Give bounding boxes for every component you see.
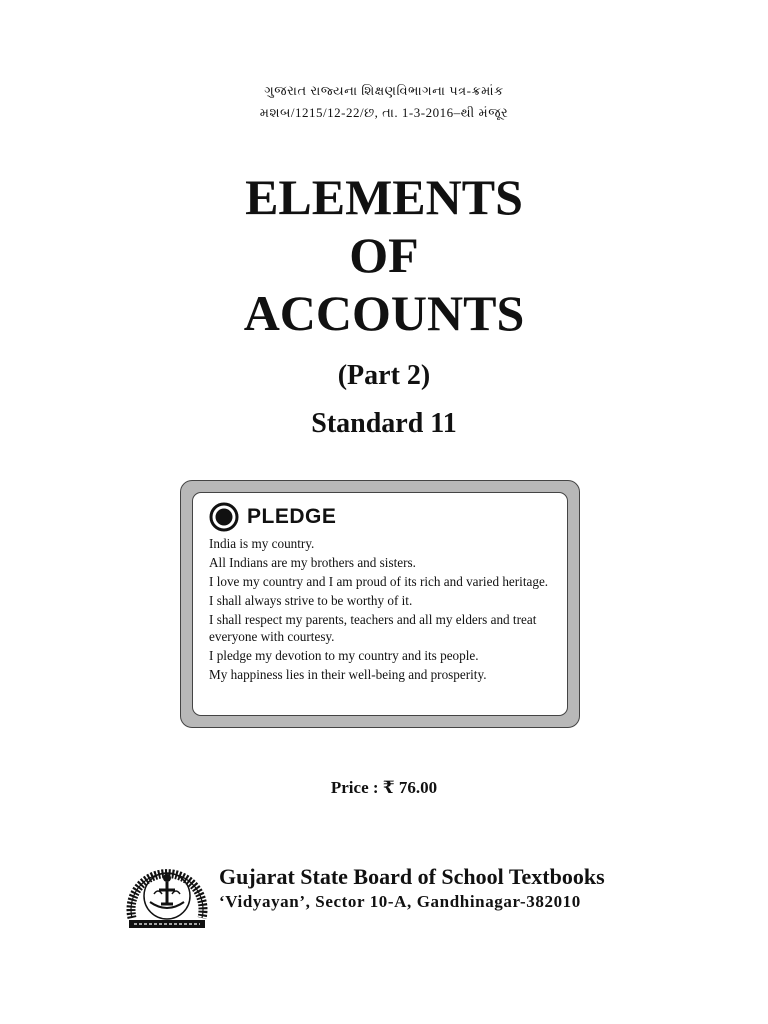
pledge-box [180, 480, 580, 728]
pledge-line: My happiness lies in their well-being and prosperity. [209, 667, 487, 682]
pledge-line: I shall respect my parents, teachers and all my elders and treat everyone with courtesy. [209, 612, 537, 644]
pledge-line: India is my country. [209, 536, 315, 551]
pledge-line: All Indians are my brothers and sisters. [209, 555, 416, 570]
target-circle-icon [209, 502, 239, 532]
pledge-heading: PLEDGE [247, 505, 337, 528]
publisher-footer [126, 852, 646, 932]
publisher-address: ‘Vidyayan’, Sector 10-A, Gandhinagar-382010 [219, 892, 581, 911]
pledge-line: I shall always strive to be worthy of it. [209, 593, 413, 608]
publisher-name: Gujarat State Board of School Textbooks [219, 864, 605, 889]
book-title [0, 168, 768, 342]
pledge-header [209, 501, 553, 533]
standard-label: Standard 11 [311, 408, 457, 439]
price-label: Price : ₹ 76.00 [330, 778, 438, 797]
part-label: (Part 2) [337, 360, 431, 391]
pledge-panel [192, 492, 568, 716]
title-line-3: ACCOUNTS [243, 285, 525, 341]
approval-line-2: મશબ/1215/12-22/છ, તા. 1-3-2016–થી મંજૂર [259, 105, 509, 120]
pledge-line: I love my country and I am proud of its rich and varied heritage. [209, 574, 549, 589]
pledge-lines [209, 535, 553, 683]
approval-notice [0, 80, 768, 124]
board-seal-icon [126, 852, 208, 930]
title-line-1: ELEMENTS [245, 169, 523, 225]
approval-line-1: ગુજરાત રાજ્યના શિક્ષણવિભાગના પત્ર-ક્રમાંક [264, 83, 504, 98]
title-line-2: OF [349, 227, 419, 283]
pledge-line: I pledge my devotion to my country and its people. [209, 648, 479, 663]
